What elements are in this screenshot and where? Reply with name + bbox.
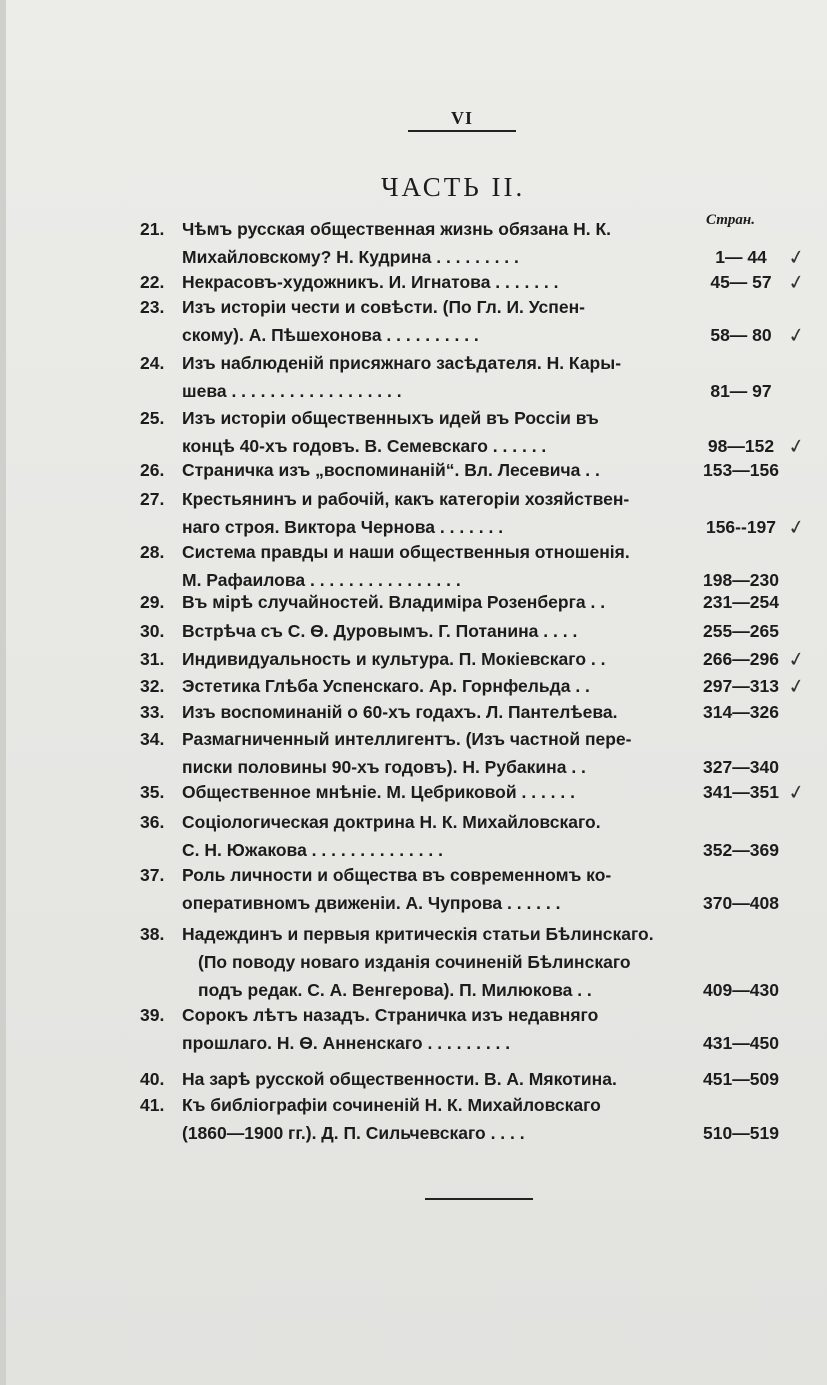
entry-title-line: Изъ наблюденій присяжнаго засѣдателя. Н. Кары- — [182, 353, 622, 373]
entry-title-line: Некрасовъ-художникъ. И. Игнатова . . . . . . . — [182, 272, 559, 292]
entry-number: 40. — [140, 1069, 165, 1089]
entry-title-line: Размагниченный интеллигентъ. (Изъ частной пере- — [182, 729, 632, 749]
entry-title-line: оперативномъ движеніи. А. Чупрова . . . . . . — [182, 893, 561, 913]
entry-pages: 255—265 — [703, 621, 779, 641]
entry-number: 25. — [140, 408, 165, 428]
entry-number: 33. — [140, 702, 165, 722]
entry-pages: 341—351 — [703, 782, 779, 802]
entry-title-line: Чѣмъ русская общественная жизнь обязана Н. К. — [182, 219, 612, 239]
handwritten-checkmark: ✓ — [786, 268, 807, 296]
entry-title-line: Въ мірѣ случайностей. Владиміра Розенберга . . — [182, 592, 606, 612]
entry-title-line: Къ библіографіи сочиненій Н. К. Михайловскаго — [182, 1095, 601, 1115]
entry-title-line: писки половины 90-хъ годовъ). Н. Рубакина . . — [182, 757, 586, 777]
entry-pages: 81— 97 — [710, 381, 772, 401]
handwritten-checkmark: ✓ — [786, 672, 807, 700]
entry-title-line: Эстетика Глѣба Успенскаго. Ар. Горнфельда . . — [182, 676, 590, 696]
entry-title-line: Крестьянинъ и рабочій, какъ категоріи хозяйствен- — [182, 489, 630, 509]
entry-pages: 327—340 — [703, 757, 779, 777]
entry-pages: 45— 57 — [710, 272, 772, 292]
top-divider — [408, 130, 516, 132]
handwritten-checkmark: ✓ — [786, 513, 807, 541]
entry-pages: 510—519 — [703, 1123, 779, 1143]
part-title: ЧАСТЬ II. — [381, 172, 526, 202]
entry-number: 24. — [140, 353, 165, 373]
entry-number: 41. — [140, 1095, 165, 1115]
handwritten-checkmark: ✓ — [786, 432, 807, 460]
entry-number: 35. — [140, 782, 165, 802]
entry-number: 29. — [140, 592, 165, 612]
entry-number: 26. — [140, 460, 165, 480]
entry-pages: 98—152 — [707, 436, 775, 456]
entry-title-line: Соціологическая доктрина Н. К. Михайловскаго. — [182, 812, 601, 832]
entry-pages: 156--197 — [705, 517, 777, 537]
entry-title-line: Встрѣча съ С. Ѳ. Дуровымъ. Г. Потанина . . . . — [182, 621, 578, 641]
entry-title-line: М. Рафаилова . . . . . . . . . . . . . . . . — [182, 570, 461, 590]
entry-title-line: Роль личности и общества въ современномъ ко- — [182, 865, 612, 885]
entry-number: 22. — [140, 272, 165, 292]
entry-pages: 409—430 — [703, 980, 779, 1000]
entry-title-line: Индивидуальность и культура. П. Мокіевскаго . . — [182, 649, 606, 669]
entry-pages: 198—230 — [703, 570, 779, 590]
entry-title-line: Изъ воспоминаній о 60-хъ годахъ. Л. Пантелѣева. — [182, 702, 618, 722]
entry-number: 38. — [140, 924, 165, 944]
entry-number: 36. — [140, 812, 165, 832]
entry-title-line: Сорокъ лѣтъ назадъ. Страничка изъ недавняго — [182, 1005, 599, 1025]
entry-number: 23. — [140, 297, 165, 317]
entry-title-line: С. Н. Южакова . . . . . . . . . . . . . . — [182, 840, 443, 860]
entry-pages: 431—450 — [703, 1033, 779, 1053]
entry-title-line: Изъ исторіи чести и совѣсти. (По Гл. И. Успен- — [182, 297, 585, 317]
entry-number: 37. — [140, 865, 165, 885]
entry-title-line: Михайловскому? Н. Кудрина . . . . . . . . . — [182, 247, 519, 267]
entry-number: 39. — [140, 1005, 165, 1025]
entry-pages: 297—313 — [703, 676, 779, 696]
entry-pages: 1— 44 — [715, 247, 767, 267]
entry-title-line: (По поводу новаго изданія сочиненій Бѣлинскаго — [198, 952, 631, 972]
entry-title-line: наго строя. Виктора Чернова . . . . . . . — [182, 517, 504, 537]
handwritten-checkmark: ✓ — [786, 778, 807, 806]
entry-pages: 231—254 — [703, 592, 779, 612]
entry-title-line: скому). А. Пѣшехонова . . . . . . . . . . — [182, 325, 479, 345]
entry-number: 30. — [140, 621, 165, 641]
entry-title-line: концѣ 40-хъ годовъ. В. Семевскаго . . . . . . — [182, 436, 547, 456]
handwritten-checkmark: ✓ — [786, 321, 807, 349]
entry-title-line: Общественное мнѣніе. М. Цебриковой . . . . . . — [182, 782, 575, 802]
entry-number: 31. — [140, 649, 165, 669]
entry-number: 21. — [140, 219, 165, 239]
entry-pages: 370—408 — [703, 893, 779, 913]
entry-title-line: подъ редак. С. А. Венгерова). П. Милюкова . . — [198, 980, 592, 1000]
entry-title-line: На зарѣ русской общественности. В. А. Мякотина. — [182, 1069, 617, 1089]
entry-title-line: шева . . . . . . . . . . . . . . . . . . — [182, 381, 402, 401]
entry-title-line: Система правды и наши общественныя отношенія. — [182, 542, 630, 562]
entry-pages: 153—156 — [703, 460, 779, 480]
entry-title-line: Страничка изъ „воспоминаній“. Вл. Лесевича . . — [182, 460, 600, 480]
entry-pages: 58— 80 — [710, 325, 772, 345]
entry-number: 34. — [140, 729, 165, 749]
pages-column-label: Стран. — [706, 212, 755, 228]
entry-title-line: (1860—1900 гг.). Д. П. Сильчевскаго . . . . — [182, 1123, 525, 1143]
entry-pages: 451—509 — [703, 1069, 779, 1089]
handwritten-checkmark: ✓ — [786, 645, 807, 673]
entry-title-line: Изъ исторіи общественныхъ идей въ Россіи въ — [182, 408, 599, 428]
bottom-divider — [425, 1198, 533, 1200]
page-number: VI — [450, 108, 473, 128]
entry-title-line: прошлаго. Н. Ѳ. Анненскаго . . . . . . . . . — [182, 1033, 511, 1053]
entry-pages: 266—296 — [703, 649, 779, 669]
entry-pages: 314—326 — [703, 702, 779, 722]
entry-pages: 352—369 — [703, 840, 779, 860]
handwritten-checkmark: ✓ — [786, 243, 807, 271]
entry-number: 27. — [140, 489, 165, 509]
entry-number: 32. — [140, 676, 165, 696]
entry-title-line: Надеждинъ и первыя критическія статьи Бѣлинскаго. — [182, 924, 654, 944]
entry-number: 28. — [140, 542, 165, 562]
